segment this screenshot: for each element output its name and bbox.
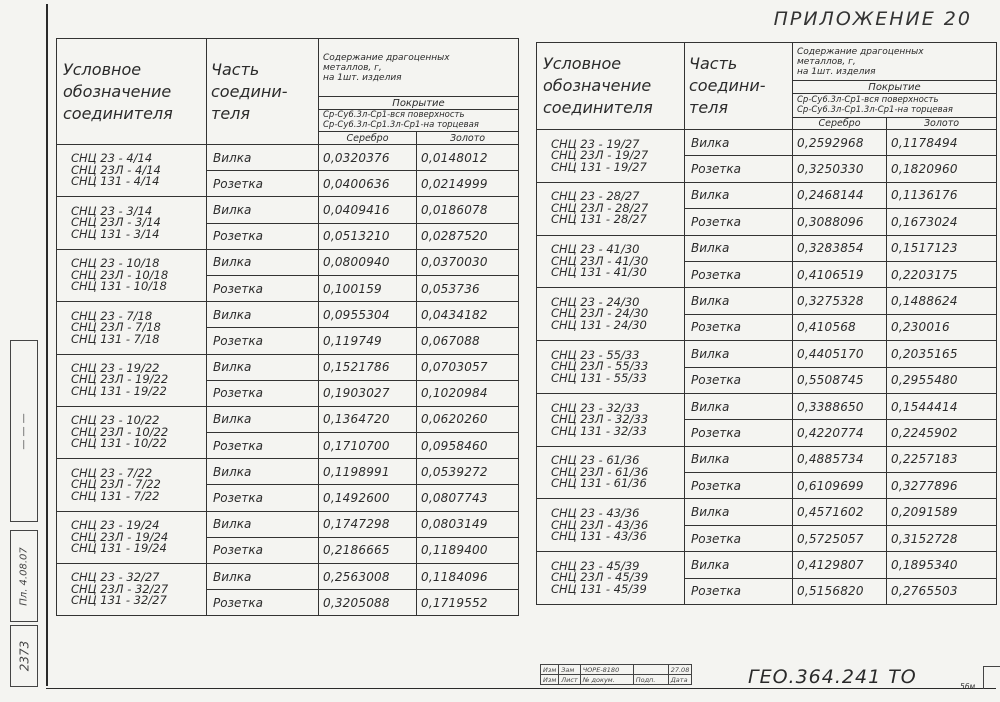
connector-designation: СНЦ 23 - 32/27 СНЦ 23Л - 32/27 СНЦ 131 - 32/27 [57,564,207,616]
silver-content: 0,1521786 [319,354,417,380]
connector-part: Розетка [207,485,319,511]
silver-content: 0,3250330 [793,156,887,182]
connector-part: Розетка [685,156,793,182]
silver-content: 0,4129807 [793,552,887,578]
gold-content: 0,0148012 [417,145,519,171]
gold-content: 0,1517123 [887,235,997,261]
silver-content: 0,2563008 [319,564,417,590]
header-designation: Условное обозначение соединителя [57,39,207,145]
silver-content: 0,5156820 [793,578,887,604]
stamp-r2-c5: Дата [668,675,692,685]
silver-content: 0,3388650 [793,393,887,419]
gold-content: 0,0703057 [417,354,519,380]
header-silver: Серебро [793,118,887,130]
header-designation: Условное обозначение соединителя [537,43,685,130]
header-silver: Серебро [319,132,417,145]
gold-content: 0,0370030 [417,249,519,275]
connector-designation: СНЦ 23 - 3/14 СНЦ 23Л - 3/14 СНЦ 131 - 3/14 [57,197,207,249]
gold-content: 0,2203175 [887,261,997,287]
table-row [57,145,519,171]
connector-part: Розетка [685,473,793,499]
silver-content: 0,4571602 [793,499,887,525]
silver-content: 0,119749 [319,328,417,354]
gold-content: 0,0214999 [417,171,519,197]
silver-content: 0,6109699 [793,473,887,499]
silver-content: 0,1747298 [319,511,417,537]
gold-content: 0,0620260 [417,406,519,432]
connector-part: Розетка [207,590,319,616]
margin-strip-mark: — — — [18,412,30,450]
header-gold: Золото [887,118,997,130]
connector-designation: СНЦ 23 - 10/18 СНЦ 23Л - 10/18 СНЦ 131 - 10/18 [57,249,207,301]
table-row [57,302,519,328]
connector-designation: СНЦ 23 - 45/39 СНЦ 23Л - 45/39 СНЦ 131 - 45/39 [537,552,685,605]
silver-content: 0,4220774 [793,420,887,446]
silver-content: 0,2186665 [319,537,417,563]
header-coating: Покрытие [793,81,997,94]
stamp-r1-c5: 27.08 [668,665,692,675]
table-row [537,182,997,208]
connector-designation: СНЦ 23 - 19/27 СНЦ 23Л - 19/27 СНЦ 131 - 19/27 [537,130,685,183]
table-row [537,130,997,156]
connector-designation: СНЦ 23 - 10/22 СНЦ 23Л - 10/22 СНЦ 131 - 10/22 [57,406,207,458]
connector-part: Вилка [685,393,793,419]
gold-content: 0,0958460 [417,433,519,459]
table-row [537,446,997,472]
connector-designation: СНЦ 23 - 7/22 СНЦ 23Л - 7/22 СНЦ 131 - 7/22 [57,459,207,511]
stamp-r2-c4: Подп. [633,675,668,685]
gold-content: 0,3152728 [887,525,997,551]
connector-designation: СНЦ 23 - 24/30 СНЦ 23Л - 24/30 СНЦ 131 - 24/30 [537,288,685,341]
connector-part: Вилка [207,354,319,380]
header-part: Часть соедини- теля [685,43,793,130]
silver-content: 0,0409416 [319,197,417,223]
table-row [537,235,997,261]
silver-content: 0,1903027 [319,380,417,406]
silver-content: 0,4885734 [793,446,887,472]
table-row [537,393,997,419]
gold-content: 0,0807743 [417,485,519,511]
gold-content: 0,2035165 [887,341,997,367]
connector-designation: СНЦ 23 - 28/27 СНЦ 23Л - 28/27 СНЦ 131 - 28/27 [537,182,685,235]
margin-inventory-box [10,625,38,687]
connector-part: Розетка [685,578,793,604]
header-metal-content: Содержание драгоценных металлов, г, на 1шт. изделия [793,43,997,81]
gold-content: 0,0434182 [417,302,519,328]
stamp-r1-c4 [633,665,668,675]
connector-designation: СНЦ 23 - 4/14 СНЦ 23Л - 4/14 СНЦ 131 - 4/14 [57,145,207,197]
sheet-number: 56м [960,682,976,691]
stamp-r1-c2: Зам [559,665,580,675]
silver-content: 0,0955304 [319,302,417,328]
silver-content: 0,3275328 [793,288,887,314]
connector-part: Розетка [207,433,319,459]
connector-part: Вилка [685,288,793,314]
gold-content: 0,0803149 [417,511,519,537]
silver-content: 0,1364720 [319,406,417,432]
header-gold: Золото [417,132,519,145]
gold-content: 0,2765503 [887,578,997,604]
connector-designation: СНЦ 23 - 7/18 СНЦ 23Л - 7/18 СНЦ 131 - 7/18 [57,302,207,354]
connector-part: Розетка [685,367,793,393]
table-row [537,288,997,314]
connector-part: Розетка [207,171,319,197]
gold-content: 0,1178494 [887,130,997,156]
margin-inventory-number: 2373 [17,640,32,672]
gold-content: 0,2955480 [887,367,997,393]
connector-part: Розетка [685,261,793,287]
table-right-body [537,130,997,605]
connector-designation: СНЦ 23 - 32/33 СНЦ 23Л - 32/33 СНЦ 131 - 32/33 [537,393,685,446]
silver-content: 0,3283854 [793,235,887,261]
table-row [57,197,519,223]
connector-part: Розетка [685,420,793,446]
header-coating: Покрытие [319,97,519,110]
silver-content: 0,0400636 [319,171,417,197]
silver-content: 0,1198991 [319,459,417,485]
connector-part: Вилка [207,511,319,537]
stamp-r1-c3: ЧОРЕ-8180 [580,665,633,675]
frame-left-border [46,4,48,686]
gold-content: 0,1895340 [887,552,997,578]
gold-content: 0,053736 [417,275,519,301]
gold-content: 0,1488624 [887,288,997,314]
header-coating-rule: Ср-Су6.3л-Ср1-вся поверхность Ср-Су6.3л-Ср1.3л-Ср1-на торцевая [793,94,997,118]
connector-part: Розетка [207,328,319,354]
margin-signature-date: Пл. 4.08.07 [18,546,30,606]
gold-content: 0,2257183 [887,446,997,472]
frame-bottom-border [46,688,996,689]
table-row [537,552,997,578]
stamp-r1-c1: Изм [541,665,559,675]
silver-content: 0,3205088 [319,590,417,616]
silver-content: 0,5725057 [793,525,887,551]
table-row [57,354,519,380]
title-block-revisions [540,664,692,685]
connector-part: Вилка [685,446,793,472]
silver-content: 0,0513210 [319,223,417,249]
connector-part: Вилка [207,197,319,223]
stamp-r2-c3: № докум. [580,675,633,685]
gold-content: 0,1189400 [417,537,519,563]
silver-content: 0,5508745 [793,367,887,393]
sheet-corner-box [983,666,1000,689]
stamp-r2-c1: Изм [541,675,559,685]
gold-content: 0,067088 [417,328,519,354]
gold-content: 0,1136176 [887,182,997,208]
silver-content: 0,2592968 [793,130,887,156]
connector-part: Вилка [207,406,319,432]
silver-content: 0,2468144 [793,182,887,208]
connector-part: Вилка [207,145,319,171]
silver-content: 0,1710700 [319,433,417,459]
table-row [57,406,519,432]
header-coating-rule: Ср-Су6.3л-Ср1-вся поверхность Ср-Су6.3л-Ср1.3л-Ср1-на торцевая [319,110,519,132]
connector-part: Вилка [207,302,319,328]
connector-part: Вилка [685,235,793,261]
document-number: ГЕО.364.241 ТО [748,666,917,688]
connector-part: Вилка [685,552,793,578]
connector-designation: СНЦ 23 - 61/36 СНЦ 23Л - 61/36 СНЦ 131 - 61/36 [537,446,685,499]
silver-content: 0,4405170 [793,341,887,367]
connector-part: Вилка [207,249,319,275]
gold-content: 0,1820960 [887,156,997,182]
margin-signature-box [10,530,38,622]
gold-content: 0,1020984 [417,380,519,406]
connector-part: Розетка [685,314,793,340]
gold-content: 0,1719552 [417,590,519,616]
header-part: Часть соедини- теля [207,39,319,145]
connector-part: Вилка [685,341,793,367]
gold-content: 0,0539272 [417,459,519,485]
connector-designation: СНЦ 23 - 41/30 СНЦ 23Л - 41/30 СНЦ 131 - 41/30 [537,235,685,288]
gold-content: 0,2091589 [887,499,997,525]
precious-metals-table-right [536,42,997,605]
connector-part: Розетка [207,537,319,563]
connector-part: Розетка [685,209,793,235]
table-row [537,499,997,525]
gold-content: 0,2245902 [887,420,997,446]
connector-designation: СНЦ 23 - 19/22 СНЦ 23Л - 19/22 СНЦ 131 - 19/22 [57,354,207,406]
connector-part: Розетка [207,380,319,406]
gold-content: 0,1673024 [887,209,997,235]
connector-part: Розетка [207,275,319,301]
header-metal-content: Содержание драгоценных металлов, г, на 1шт. изделия [319,39,519,97]
gold-content: 0,230016 [887,314,997,340]
silver-content: 0,410568 [793,314,887,340]
connector-part: Вилка [685,182,793,208]
gold-content: 0,0186078 [417,197,519,223]
table-row [537,341,997,367]
gold-content: 0,3277896 [887,473,997,499]
connector-designation: СНЦ 23 - 19/24 СНЦ 23Л - 19/24 СНЦ 131 - 19/24 [57,511,207,563]
silver-content: 0,0800940 [319,249,417,275]
silver-content: 0,0320376 [319,145,417,171]
table-row [57,511,519,537]
connector-part: Вилка [685,130,793,156]
margin-stamp-strip [10,340,38,522]
connector-part: Розетка [685,525,793,551]
table-left-body [57,145,519,616]
silver-content: 0,100159 [319,275,417,301]
stamp-r2-c2: Лист [559,675,580,685]
connector-designation: СНЦ 23 - 55/33 СНЦ 23Л - 55/33 СНЦ 131 - 55/33 [537,341,685,394]
table-row [57,564,519,590]
table-row [57,249,519,275]
connector-part: Вилка [685,499,793,525]
precious-metals-table-left [56,38,519,616]
connector-part: Розетка [207,223,319,249]
appendix-title: ПРИЛОЖЕНИЕ 20 [773,8,972,30]
connector-part: Вилка [207,564,319,590]
silver-content: 0,4106519 [793,261,887,287]
silver-content: 0,1492600 [319,485,417,511]
gold-content: 0,1184096 [417,564,519,590]
connector-part: Вилка [207,459,319,485]
table-row [57,459,519,485]
silver-content: 0,3088096 [793,209,887,235]
gold-content: 0,0287520 [417,223,519,249]
connector-designation: СНЦ 23 - 43/36 СНЦ 23Л - 43/36 СНЦ 131 - 43/36 [537,499,685,552]
gold-content: 0,1544414 [887,393,997,419]
